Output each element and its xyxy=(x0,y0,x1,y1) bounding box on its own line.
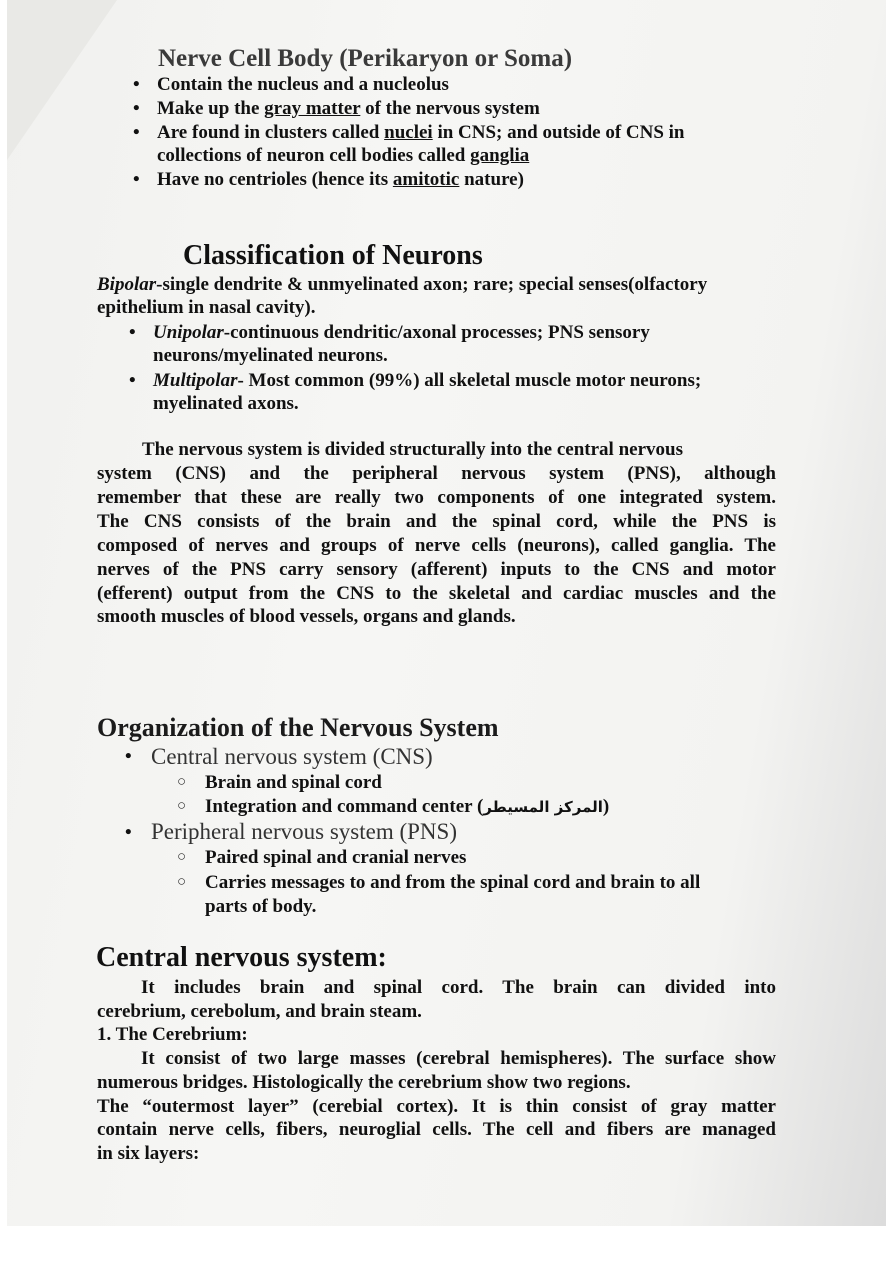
classification-heading: Classification of Neurons xyxy=(183,240,483,271)
circle-bullet: ○ xyxy=(177,798,187,814)
paragraph-line-2: system (CNS) and the peripheral nervous system (PNS), although xyxy=(97,463,776,484)
cns-line-2: cerebrium, cerebolum, and brain steam. xyxy=(97,1001,422,1022)
cns-sub-1: Brain and spinal cord xyxy=(205,772,382,793)
soma-bullet-4: Have no centrioles (hence its amitotic nature) xyxy=(157,169,524,190)
pns-item: Peripheral nervous system (PNS) xyxy=(151,819,457,844)
cns-line-7: contain nerve cells, fibers, neuroglial cells. The cell and fibers are managed xyxy=(97,1119,776,1140)
pns-sub-1: Paired spinal and cranial nerves xyxy=(205,847,467,868)
cns-line-8: in six layers: xyxy=(97,1143,200,1164)
bullet: • xyxy=(133,122,140,143)
soma-heading: Nerve Cell Body (Perikaryon or Soma) xyxy=(158,45,573,72)
cns-item: Central nervous system (CNS) xyxy=(151,744,433,769)
bullet: • xyxy=(125,822,132,843)
paragraph-line-1: The nervous system is divided structurally into the central nervous xyxy=(142,439,683,460)
soma-bullet-2: Make up the gray matter of the nervous system xyxy=(157,98,540,119)
paragraph-line-7: (efferent) output from the CNS to the skeletal and cardiac muscles and the xyxy=(97,583,776,604)
cns-line-6: The “outermost layer” (cerebial cortex). It is thin consist of gray matter xyxy=(97,1096,776,1117)
unipolar-line-2: neurons/myelinated neurons. xyxy=(153,345,388,366)
bipolar-line-2: epithelium in nasal cavity). xyxy=(97,297,316,318)
paragraph-line-3: remember that these are really two components of one integrated system. xyxy=(97,487,776,508)
organization-heading: Organization of the Nervous System xyxy=(97,713,499,742)
pns-sub-2-cont: parts of body. xyxy=(205,896,317,917)
bullet: • xyxy=(129,322,136,343)
bullet: • xyxy=(133,169,140,190)
cns-section-heading: Central nervous system: xyxy=(96,942,387,973)
page-fold-shadow xyxy=(7,0,117,160)
soma-bullet-3: Are found in clusters called nuclei in CNS; and outside of CNS in xyxy=(157,122,685,143)
circle-bullet: ○ xyxy=(177,849,187,865)
soma-bullet-1: Contain the nucleus and a nucleolus xyxy=(157,74,449,95)
paragraph-line-8: smooth muscles of blood vessels, organs and glands. xyxy=(97,606,516,627)
bullet: • xyxy=(133,98,140,119)
document-page xyxy=(7,0,886,1226)
circle-bullet: ○ xyxy=(177,774,187,790)
cns-line-3: 1. The Cerebrium: xyxy=(97,1024,248,1045)
bullet: • xyxy=(133,74,140,95)
unipolar-line-1: Unipolar-continuous dendritic/axonal processes; PNS sensory xyxy=(153,322,650,343)
cns-line-4: It consist of two large masses (cerebral hemispheres). The surface show xyxy=(141,1048,776,1069)
multipolar-line-1: Multipolar- Most common (99%) all skeletal muscle motor neurons; xyxy=(153,370,702,391)
cns-line-5: numerous bridges. Histologically the cerebrium show two regions. xyxy=(97,1072,631,1093)
cns-line-1: It includes brain and spinal cord. The brain can divided into xyxy=(141,977,776,998)
circle-bullet: ○ xyxy=(177,874,187,890)
cns-sub-2: Integration and command center (المركز المسيطر) xyxy=(205,796,610,817)
bullet: • xyxy=(129,370,136,391)
pns-sub-2: Carries messages to and from the spinal cord and brain to all xyxy=(205,872,701,893)
bullet: • xyxy=(125,746,132,767)
paragraph-line-6: nerves of the PNS carry sensory (afferent) inputs to the CNS and motor xyxy=(97,559,776,580)
multipolar-line-2: myelinated axons. xyxy=(153,393,299,414)
soma-bullet-3-cont: collections of neuron cell bodies called ganglia xyxy=(157,145,530,166)
paragraph-line-5: composed of nerves and groups of nerve cells (neurons), called ganglia. The xyxy=(97,535,776,556)
paragraph-line-4: The CNS consists of the brain and the spinal cord, while the PNS is xyxy=(97,511,776,532)
bipolar-line-1: Bipolar-single dendrite & unmyelinated axon; rare; special senses(olfactory xyxy=(97,274,708,295)
